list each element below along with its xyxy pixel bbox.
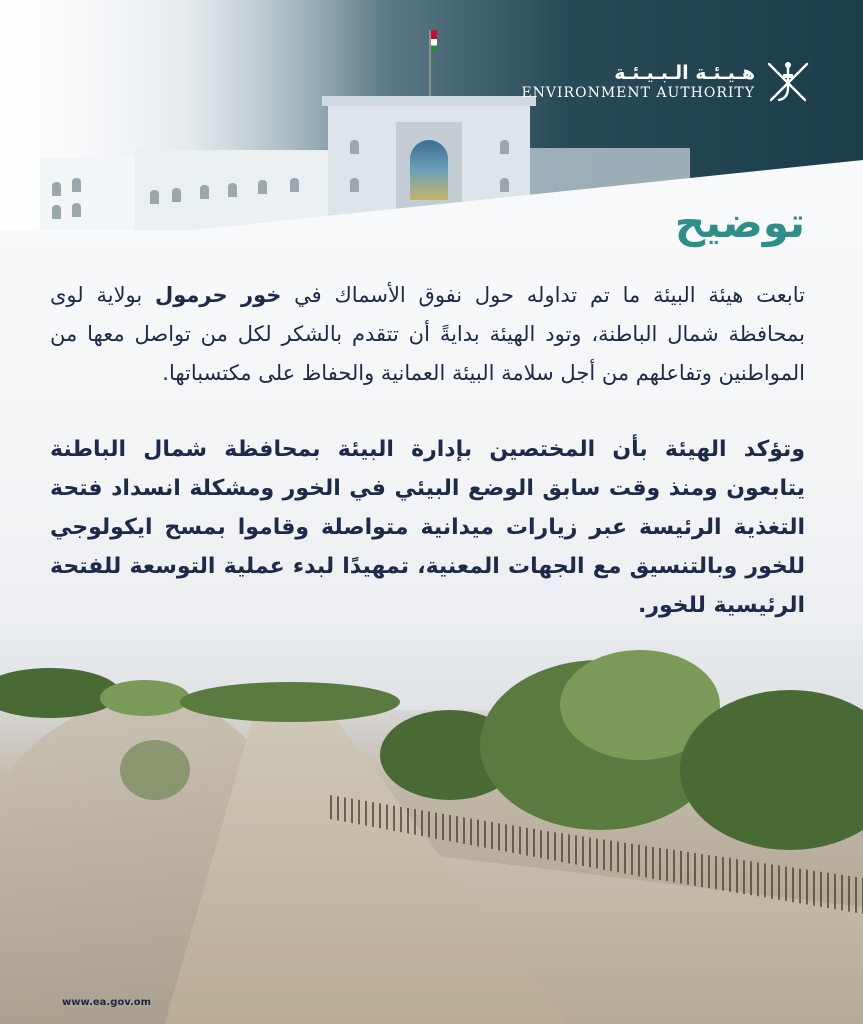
building-window xyxy=(500,140,509,154)
khor-landscape-photo xyxy=(0,640,863,1024)
building-window xyxy=(52,182,61,196)
khanjar-emblem-icon xyxy=(765,58,811,106)
building-window xyxy=(228,183,237,197)
building-arched-window xyxy=(410,140,448,200)
building-window xyxy=(150,190,159,204)
building-window xyxy=(72,203,81,217)
environment-authority-logo xyxy=(521,58,811,106)
building-roof xyxy=(322,96,536,106)
notice-paragraph-2: وتؤكد الهيئة بأن المختصين بإدارة البيئة بمحافظة شمال الباطنة يتابعون ومنذ وقت سابق الوضع البيئي في الخور ومشكلة انسداد فتحة التغذية الرئيسة عبر زيارات ميدانية متواصلة وقاموا بمسح ايكولوجي للخور وبالتنسيق مع الجهات المعنية، تمهيدًا لبدء عملية التوسعة للفتحة الرئيسية للخور. xyxy=(50,437,805,618)
oman-flag xyxy=(431,30,437,52)
building-window xyxy=(72,178,81,192)
location-keyword: خور حرمول xyxy=(155,283,282,307)
building-window xyxy=(350,140,359,154)
building-window xyxy=(258,180,267,194)
building-window xyxy=(350,178,359,192)
building-window xyxy=(200,185,209,199)
paragraph-1-text-start: تابعت هيئة البيئة ما تم تداوله حول نفوق الأسماك في xyxy=(281,283,805,307)
building-window xyxy=(500,178,509,192)
shrub xyxy=(100,680,190,716)
shrub xyxy=(180,682,400,722)
website-url: www.ea.gov.om xyxy=(62,997,152,1008)
building-window xyxy=(290,178,299,192)
notice-paragraph-1 xyxy=(50,276,805,393)
building-window xyxy=(172,188,181,202)
dry-shrub xyxy=(120,740,190,800)
paragraph-1-text-end: بولاية لوى بمحافظة شمال الباطنة، وتود الهيئة بدايةً أن تتقدم بالشكر لكل من تواصل معها من المواطنين وتفاعلهم من أجل سلامة البيئة العمانية والحفاظ على مكتسباتها. xyxy=(50,283,805,385)
building-window xyxy=(52,205,61,219)
logo-arabic-text: هـيـئـة الـبـيـئـة xyxy=(614,62,755,84)
logo-english-text: ENVIRONMENT AUTHORITY xyxy=(521,85,755,101)
notice-title: توضيح xyxy=(674,198,805,247)
